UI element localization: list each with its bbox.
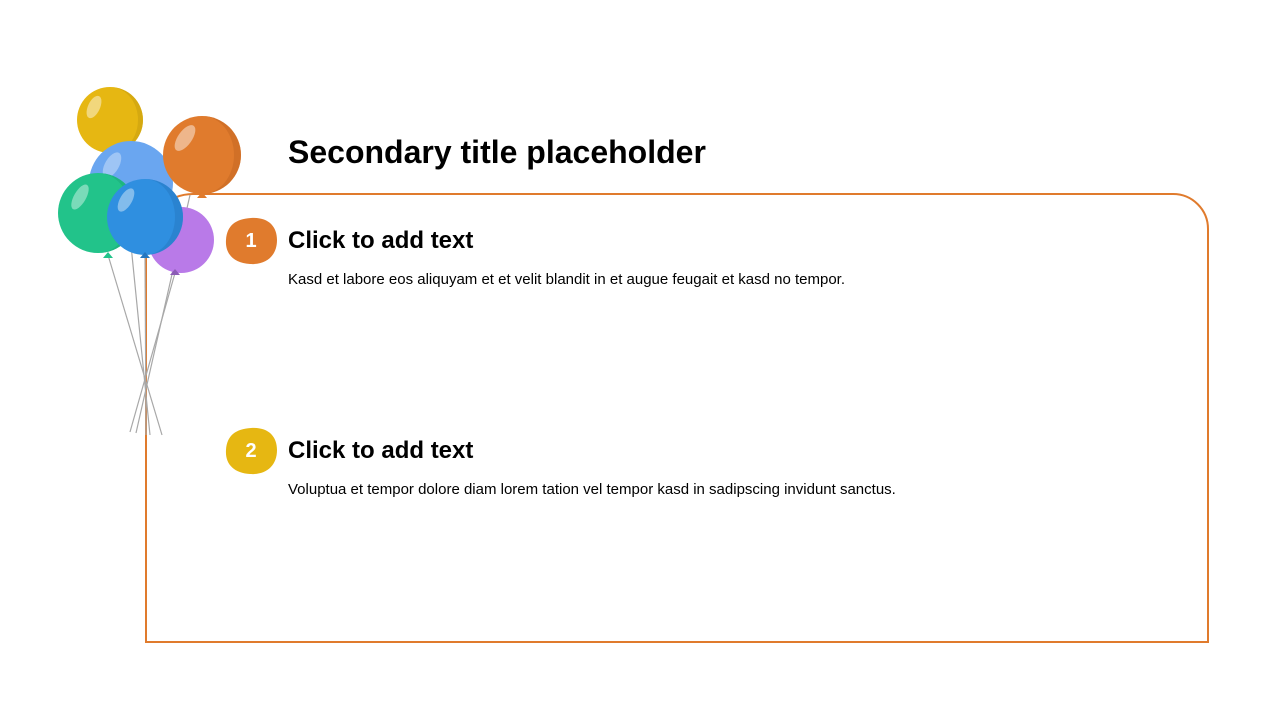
- badge-number: 1: [245, 230, 257, 252]
- content-frame: [145, 193, 1209, 643]
- balloons-icon: [50, 80, 250, 450]
- badge-number: 2: [245, 440, 257, 462]
- item-heading[interactable]: Click to add text: [288, 437, 474, 464]
- number-badge: [224, 216, 278, 266]
- item-heading[interactable]: Click to add text: [288, 227, 474, 254]
- balloon-orange: [163, 116, 241, 198]
- page-title[interactable]: Secondary title placeholder: [288, 134, 706, 170]
- number-badge: [224, 426, 278, 476]
- item-body[interactable]: Voluptua et tempor dolore diam lorem tation vel tempor kasd in sadipscing invidunt sanctus.: [288, 481, 896, 498]
- item-body[interactable]: Kasd et labore eos aliquyam et et velit blandit in et augue feugait et kasd no tempor.: [288, 271, 846, 288]
